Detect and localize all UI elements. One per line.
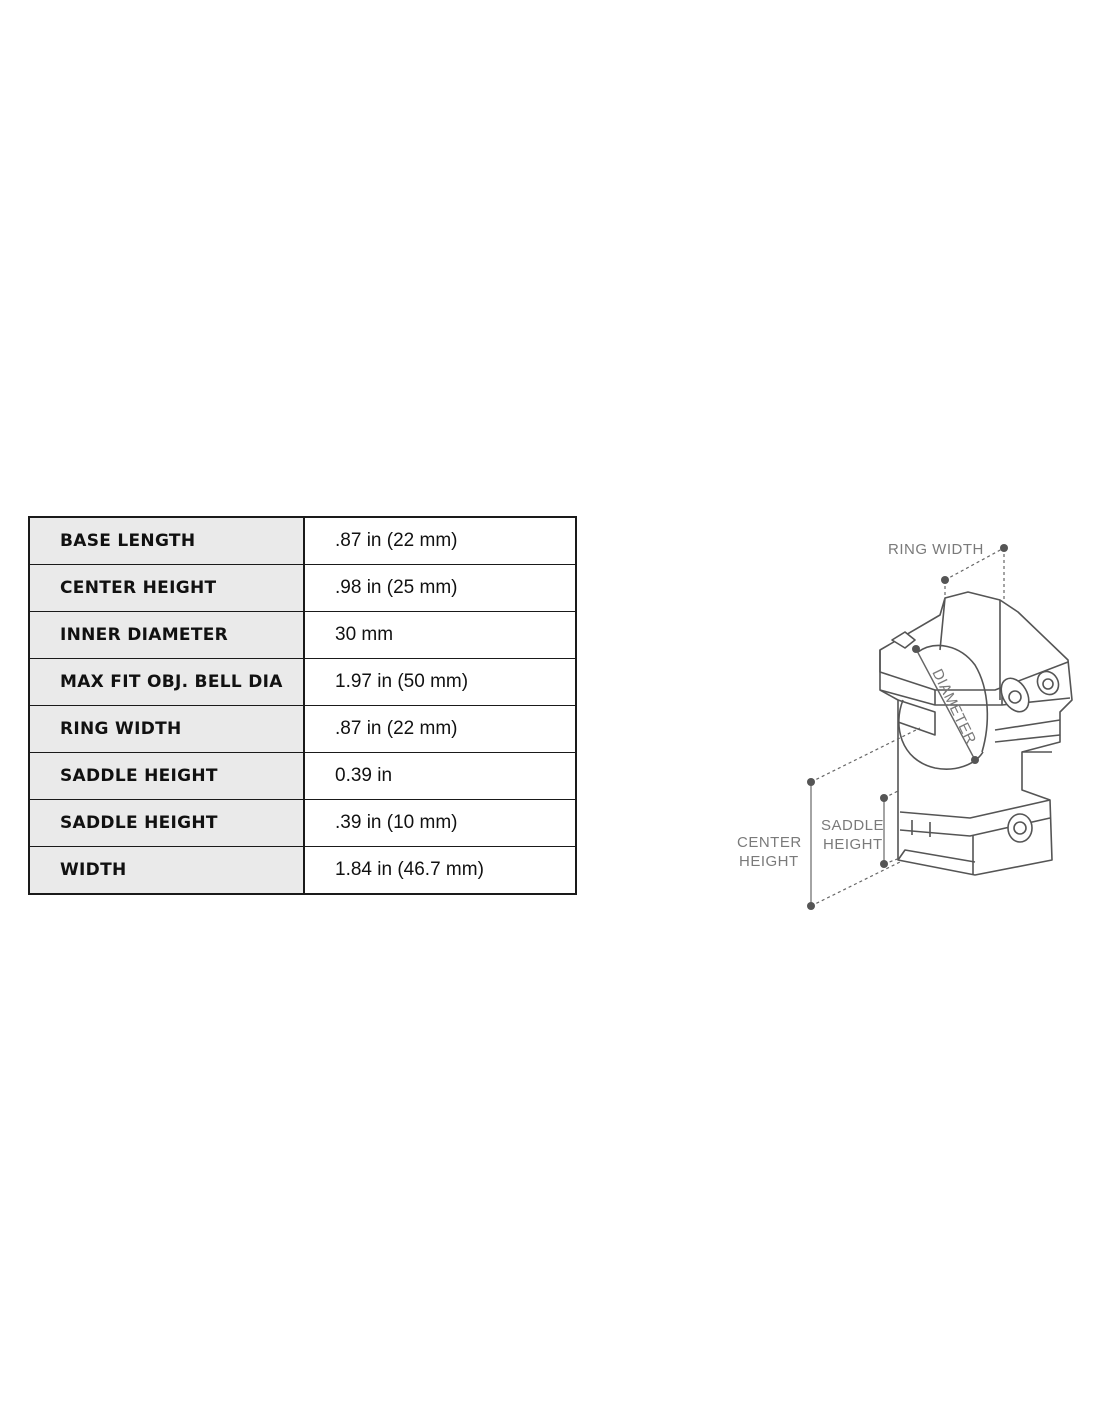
spec-value: .98 in (25 mm) [304, 565, 576, 612]
spec-label: CENTER HEIGHT [29, 565, 304, 612]
dimension-dot [807, 902, 815, 910]
dimension-dot [807, 778, 815, 786]
table-row [29, 612, 576, 659]
spec-label: MAX FIT OBJ. BELL DIA [29, 659, 304, 706]
spec-value: 0.39 in [304, 753, 576, 800]
spec-table [28, 516, 577, 895]
scope-ring-diagram [700, 520, 1100, 920]
spec-value: .87 in (22 mm) [304, 517, 576, 565]
table-row [29, 659, 576, 706]
dimension-dot [880, 794, 888, 802]
dimension-dot [1000, 544, 1008, 552]
table-row [29, 565, 576, 612]
dimension-dot [941, 576, 949, 584]
table-row [29, 753, 576, 800]
table-row [29, 706, 576, 753]
spec-value: .87 in (22 mm) [304, 706, 576, 753]
table-row [29, 800, 576, 847]
spec-value: 1.97 in (50 mm) [304, 659, 576, 706]
spec-value: 30 mm [304, 612, 576, 659]
dimension-dot [912, 645, 920, 653]
spec-label: RING WIDTH [29, 706, 304, 753]
dimension-dot [880, 860, 888, 868]
spec-label: INNER DIAMETER [29, 612, 304, 659]
spec-label: SADDLE HEIGHT [29, 800, 304, 847]
spec-value: .39 in (10 mm) [304, 800, 576, 847]
diameter-label: DIAMETER [928, 666, 980, 748]
table-row [29, 517, 576, 565]
ring-width-label: RING WIDTH [888, 541, 984, 558]
table-row [29, 847, 576, 895]
spec-label: WIDTH [29, 847, 304, 895]
saddle-height-label-line2: HEIGHT [823, 836, 883, 853]
saddle-height-label-line1: SADDLE [821, 817, 885, 834]
center-height-label-line2: HEIGHT [739, 853, 799, 870]
spec-value: 1.84 in (46.7 mm) [304, 847, 576, 895]
spec-label: BASE LENGTH [29, 517, 304, 565]
spec-label: SADDLE HEIGHT [29, 753, 304, 800]
dimension-dot [971, 756, 979, 764]
center-height-label-line1: CENTER [737, 834, 802, 851]
